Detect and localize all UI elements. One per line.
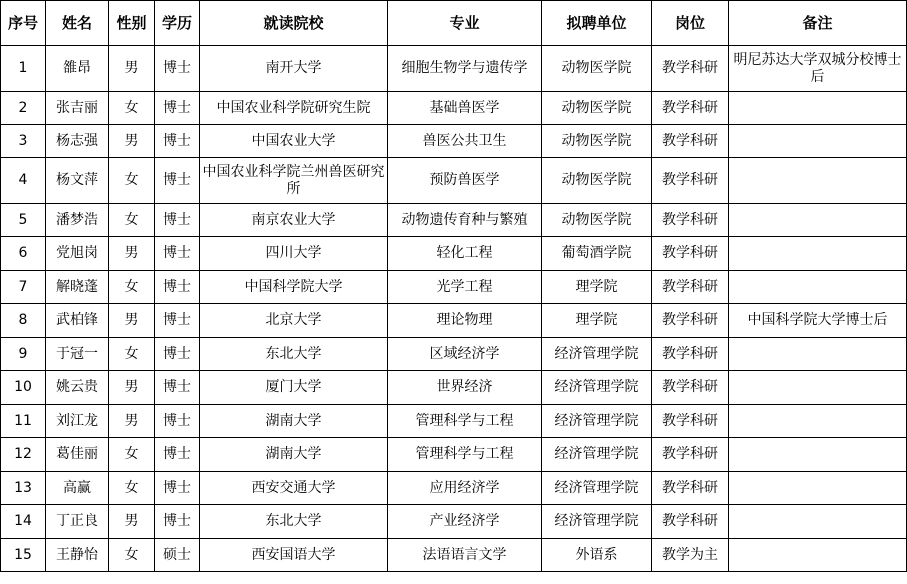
cell-major: 兽医公共卫生 (388, 125, 542, 158)
cell-remark (729, 438, 907, 472)
table-row (1, 271, 907, 304)
cell-major: 管理科学与工程 (388, 438, 542, 472)
header-position: 岗位 (652, 1, 729, 46)
table-row (1, 46, 907, 92)
cell-degree: 博士 (155, 371, 200, 405)
cell-degree: 博士 (155, 304, 200, 338)
cell-position: 教学科研 (652, 304, 729, 338)
cell-name: 潘梦浩 (46, 204, 109, 237)
table-row (1, 304, 907, 338)
cell-major: 区域经济学 (388, 338, 542, 371)
cell-remark (729, 338, 907, 371)
cell-unit: 经济管理学院 (542, 505, 652, 539)
cell-gender: 女 (109, 271, 155, 304)
cell-degree: 博士 (155, 438, 200, 472)
cell-major: 法语语言文学 (388, 539, 542, 572)
cell-remark (729, 405, 907, 438)
cell-index: 9 (1, 338, 46, 371)
cell-position: 教学科研 (652, 46, 729, 92)
table-row (1, 505, 907, 539)
cell-index: 12 (1, 438, 46, 472)
cell-remark (729, 371, 907, 405)
cell-major: 预防兽医学 (388, 158, 542, 204)
cell-name: 雒昂 (46, 46, 109, 92)
cell-school: 北京大学 (200, 304, 388, 338)
cell-major: 管理科学与工程 (388, 405, 542, 438)
cell-school: 湖南大学 (200, 438, 388, 472)
cell-gender: 女 (109, 438, 155, 472)
cell-unit: 动物医学院 (542, 158, 652, 204)
cell-remark (729, 505, 907, 539)
cell-school: 西安国语大学 (200, 539, 388, 572)
cell-gender: 女 (109, 204, 155, 237)
cell-position: 教学科研 (652, 505, 729, 539)
cell-gender: 女 (109, 158, 155, 204)
cell-school: 中国科学院大学 (200, 271, 388, 304)
cell-index: 13 (1, 472, 46, 505)
cell-major: 应用经济学 (388, 472, 542, 505)
table-row (1, 237, 907, 271)
cell-index: 2 (1, 92, 46, 125)
cell-school: 南开大学 (200, 46, 388, 92)
header-degree: 学历 (155, 1, 200, 46)
cell-remark (729, 539, 907, 572)
cell-gender: 男 (109, 304, 155, 338)
cell-gender: 女 (109, 92, 155, 125)
cell-unit: 理学院 (542, 304, 652, 338)
cell-unit: 动物医学院 (542, 46, 652, 92)
cell-position: 教学科研 (652, 204, 729, 237)
cell-remark (729, 92, 907, 125)
cell-gender: 女 (109, 338, 155, 371)
cell-unit: 经济管理学院 (542, 371, 652, 405)
cell-unit: 理学院 (542, 271, 652, 304)
cell-position: 教学科研 (652, 271, 729, 304)
table-row (1, 405, 907, 438)
cell-remark (729, 472, 907, 505)
table-row (1, 371, 907, 405)
header-gender: 性别 (109, 1, 155, 46)
cell-name: 党旭岗 (46, 237, 109, 271)
cell-position: 教学科研 (652, 158, 729, 204)
cell-index: 3 (1, 125, 46, 158)
table-row (1, 204, 907, 237)
cell-unit: 动物医学院 (542, 125, 652, 158)
cell-school: 南京农业大学 (200, 204, 388, 237)
cell-remark (729, 125, 907, 158)
cell-index: 1 (1, 46, 46, 92)
cell-unit: 经济管理学院 (542, 472, 652, 505)
header-remark: 备注 (729, 1, 907, 46)
cell-name: 张吉丽 (46, 92, 109, 125)
cell-position: 教学科研 (652, 371, 729, 405)
table-row (1, 158, 907, 204)
cell-gender: 男 (109, 405, 155, 438)
cell-index: 5 (1, 204, 46, 237)
cell-index: 15 (1, 539, 46, 572)
cell-remark (729, 204, 907, 237)
table-row (1, 338, 907, 371)
table-row (1, 472, 907, 505)
cell-unit: 动物医学院 (542, 92, 652, 125)
cell-name: 武柏锋 (46, 304, 109, 338)
cell-position: 教学科研 (652, 237, 729, 271)
cell-school: 中国农业科学院研究生院 (200, 92, 388, 125)
cell-remark: 中国科学院大学博士后 (729, 304, 907, 338)
cell-major: 光学工程 (388, 271, 542, 304)
cell-name: 姚云贵 (46, 371, 109, 405)
cell-degree: 博士 (155, 158, 200, 204)
cell-school: 西安交通大学 (200, 472, 388, 505)
cell-unit: 动物医学院 (542, 204, 652, 237)
cell-name: 于冠一 (46, 338, 109, 371)
header-unit: 拟聘单位 (542, 1, 652, 46)
cell-index: 4 (1, 158, 46, 204)
cell-school: 东北大学 (200, 505, 388, 539)
cell-major: 理论物理 (388, 304, 542, 338)
table-row (1, 125, 907, 158)
cell-gender: 男 (109, 237, 155, 271)
cell-unit: 葡萄酒学院 (542, 237, 652, 271)
cell-index: 8 (1, 304, 46, 338)
cell-major: 细胞生物学与遗传学 (388, 46, 542, 92)
cell-position: 教学科研 (652, 338, 729, 371)
cell-gender: 男 (109, 505, 155, 539)
cell-unit: 经济管理学院 (542, 438, 652, 472)
header-name: 姓名 (46, 1, 109, 46)
cell-name: 葛佳丽 (46, 438, 109, 472)
cell-major: 产业经济学 (388, 505, 542, 539)
cell-remark (729, 271, 907, 304)
cell-index: 11 (1, 405, 46, 438)
cell-position: 教学科研 (652, 438, 729, 472)
cell-name: 解晓蓬 (46, 271, 109, 304)
cell-school: 四川大学 (200, 237, 388, 271)
cell-gender: 男 (109, 46, 155, 92)
cell-gender: 男 (109, 371, 155, 405)
cell-name: 刘江龙 (46, 405, 109, 438)
cell-name: 杨文萍 (46, 158, 109, 204)
cell-degree: 博士 (155, 46, 200, 92)
cell-remark (729, 158, 907, 204)
cell-position: 教学为主 (652, 539, 729, 572)
cell-degree: 博士 (155, 92, 200, 125)
cell-remark (729, 237, 907, 271)
cell-unit: 经济管理学院 (542, 405, 652, 438)
header-row (1, 1, 907, 46)
cell-gender: 女 (109, 472, 155, 505)
table-row (1, 539, 907, 572)
cell-degree: 博士 (155, 204, 200, 237)
cell-degree: 博士 (155, 338, 200, 371)
cell-degree: 博士 (155, 472, 200, 505)
header-major: 专业 (388, 1, 542, 46)
cell-degree: 博士 (155, 271, 200, 304)
cell-unit: 经济管理学院 (542, 338, 652, 371)
header-index: 序号 (1, 1, 46, 46)
cell-position: 教学科研 (652, 472, 729, 505)
cell-degree: 硕士 (155, 539, 200, 572)
cell-name: 高赢 (46, 472, 109, 505)
cell-major: 世界经济 (388, 371, 542, 405)
cell-gender: 男 (109, 125, 155, 158)
cell-school: 东北大学 (200, 338, 388, 371)
cell-school: 中国农业科学院兰州兽医研究所 (200, 158, 388, 204)
table-row (1, 92, 907, 125)
cell-major: 基础兽医学 (388, 92, 542, 125)
cell-school: 厦门大学 (200, 371, 388, 405)
cell-index: 10 (1, 371, 46, 405)
cell-degree: 博士 (155, 237, 200, 271)
cell-name: 王静怡 (46, 539, 109, 572)
cell-index: 6 (1, 237, 46, 271)
cell-degree: 博士 (155, 505, 200, 539)
header-school: 就读院校 (200, 1, 388, 46)
cell-position: 教学科研 (652, 92, 729, 125)
cell-school: 湖南大学 (200, 405, 388, 438)
cell-index: 7 (1, 271, 46, 304)
cell-gender: 女 (109, 539, 155, 572)
cell-school: 中国农业大学 (200, 125, 388, 158)
table-row (1, 438, 907, 472)
cell-position: 教学科研 (652, 405, 729, 438)
cell-position: 教学科研 (652, 125, 729, 158)
cell-major: 动物遗传育种与繁殖 (388, 204, 542, 237)
cell-name: 杨志强 (46, 125, 109, 158)
cell-name: 丁正良 (46, 505, 109, 539)
cell-unit: 外语系 (542, 539, 652, 572)
cell-degree: 博士 (155, 405, 200, 438)
cell-degree: 博士 (155, 125, 200, 158)
cell-remark: 明尼苏达大学双城分校博士后 (729, 46, 907, 92)
cell-major: 轻化工程 (388, 237, 542, 271)
cell-index: 14 (1, 505, 46, 539)
